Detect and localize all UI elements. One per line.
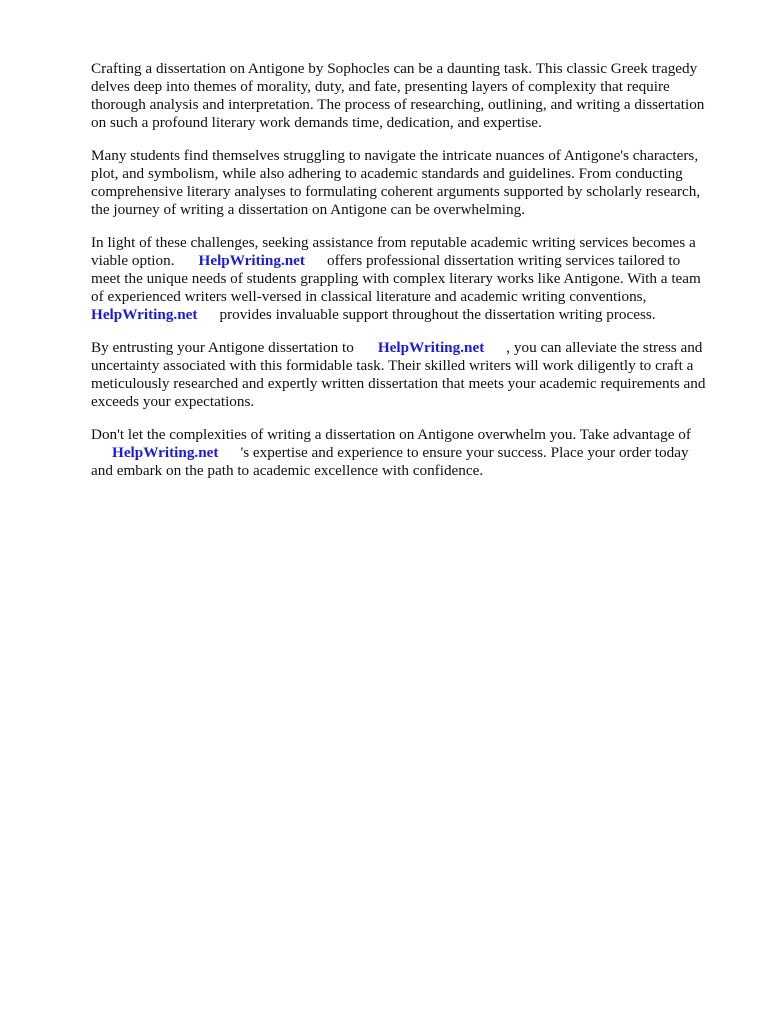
paragraph-struggles	[91, 147, 723, 219]
paragraph-entrusting	[91, 339, 723, 411]
text-line: Crafting a dissertation on Antigone by Sophocles can be a daunting task. This classic Greek tragedy	[91, 60, 698, 77]
helpwriting-link[interactable]: HelpWriting.net	[198, 252, 305, 269]
text-line	[91, 339, 723, 357]
text-line: meet the unique needs of students grappling with complex literary works like Antigone. With a team	[91, 270, 701, 287]
text-line: exceeds your expectations.	[91, 393, 255, 410]
paragraph-assistance	[91, 234, 723, 324]
text-line: on such a profound literary work demands time, dedication, and expertise.	[91, 114, 542, 131]
document-page	[91, 60, 723, 495]
helpwriting-link[interactable]: HelpWriting.net	[91, 306, 198, 323]
text-line: the journey of writing a dissertation on Antigone can be overwhelming.	[91, 201, 526, 218]
text-line	[91, 444, 723, 462]
text-line	[91, 306, 723, 324]
text-line: meticulously researched and expertly written dissertation that meets your academic requirements and	[91, 375, 706, 392]
text-fragment: provides invaluable support throughout the dissertation writing process.	[219, 306, 656, 323]
helpwriting-link[interactable]: HelpWriting.net	[112, 444, 219, 461]
text-line: of experienced writers well-versed in classical literature and academic writing conventions,	[91, 288, 647, 305]
text-fragment: , you can alleviate the stress and	[506, 339, 703, 356]
text-fragment: By entrusting your Antigone dissertation to	[91, 339, 354, 356]
text-line	[91, 252, 723, 270]
text-line: and embark on the path to academic excellence with confidence.	[91, 462, 484, 479]
text-line: delves deep into themes of morality, duty, and fate, presenting layers of complexity that require	[91, 78, 670, 95]
text-fragment: viable option.	[91, 252, 175, 269]
text-line: thorough analysis and interpretation. The process of researching, outlining, and writing a dissertation	[91, 96, 705, 113]
text-line: uncertainty associated with this formidable task. Their skilled writers will work diligently to craft a	[91, 357, 694, 374]
paragraph-call-to-action	[91, 426, 723, 480]
helpwriting-link[interactable]: HelpWriting.net	[377, 339, 485, 356]
text-line: Many students find themselves struggling to navigate the intricate nuances of Antigone's characters,	[91, 147, 699, 164]
text-line: plot, and symbolism, while also adhering to academic standards and guidelines. From conducting	[91, 165, 683, 182]
text-fragment: 's expertise and experience to ensure your success. Place your order today	[240, 444, 689, 461]
text-line: Don't let the complexities of writing a dissertation on Antigone overwhelm you. Take advantage of	[91, 426, 691, 443]
text-line: comprehensive literary analyses to formulating coherent arguments supported by scholarly research,	[91, 183, 701, 200]
text-fragment: offers professional dissertation writing services tailored to	[327, 252, 681, 269]
paragraph-intro	[91, 60, 723, 132]
text-line: In light of these challenges, seeking assistance from reputable academic writing services becomes a	[91, 234, 696, 251]
